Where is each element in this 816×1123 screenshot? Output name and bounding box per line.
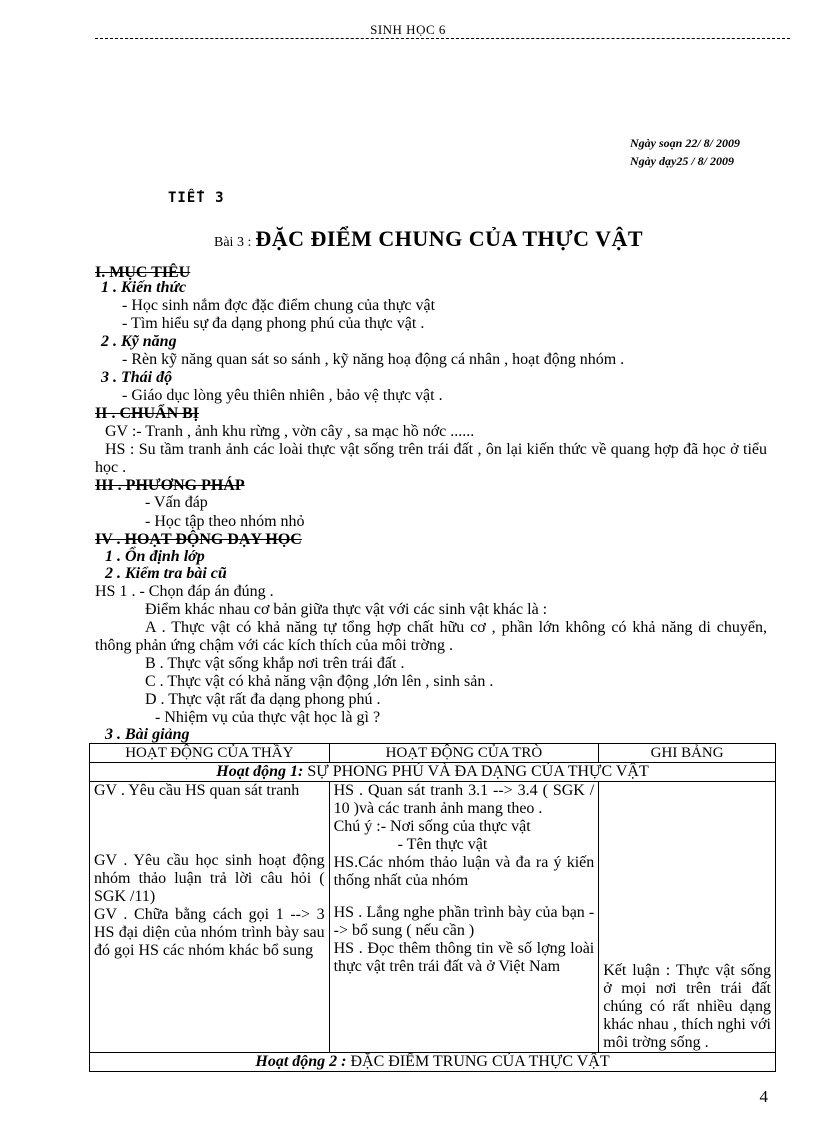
step-old-lesson-check: 2 . Kiểm tra bài cũ [105, 565, 227, 582]
quiz-option-b: B . Thực vật sống khắp nơi trên trái đất . [145, 655, 405, 672]
lesson-title-line [214, 226, 643, 252]
student-step-4: HS . Đọc thêm thông tin về số lợng loài thực vật trên trái đất và ở Việt Nam [333, 940, 595, 975]
teacher-step-1: GV . Yêu cầu HS quan sát tranh [94, 782, 300, 799]
section-method-heading: III . PHƯƠNG PHÁP [95, 477, 245, 494]
activity-2-title: ĐẶC ĐIỂM TRUNG CỦA THỰC VẬT [350, 1053, 610, 1070]
quiz-option-d: D . Thực vật rất đa dạng phong phú . [145, 691, 381, 708]
quiz-question-2: - Nhiệm vụ của thực vật học là gì ? [155, 709, 381, 726]
column-header-student: HOẠT ĐỘNG CỦA TRÒ [329, 744, 599, 763]
activity-1-label: Hoạt động 1: [216, 763, 304, 780]
section-activities-heading: IV . HOẠT ĐỘNG DẠY HỌC [95, 531, 302, 548]
student-note-2: - Tên thực vật [397, 836, 488, 853]
column-header-teacher: HOẠT ĐỘNG CỦA THẦY [90, 744, 330, 763]
preparation-teacher: GV :- Tranh , ảnh khu rừng , vờn cây , sa mạc hồ nớc ...... [105, 423, 475, 440]
activity-1-row [90, 763, 776, 782]
method-item-2: - Học tập theo nhóm nhỏ [145, 513, 305, 530]
quiz-instruction: HS 1 . - Chọn đáp án đúng . [95, 583, 274, 600]
activity-2-row [90, 1053, 776, 1072]
attitude-item-1: - Giáo dục lòng yêu thiên nhiên , bảo vệ thực vật . [122, 387, 443, 404]
knowledge-item-2: - Tìm hiểu sự đa dạng phong phú của thực vật . [122, 315, 425, 332]
quiz-option-c: C . Thực vật có khả năng vận động ,lớn lên , sinh sản . [145, 673, 494, 690]
date-taught: Ngày dạy25 / 8/ 2009 [630, 154, 734, 168]
method-item-1: - Vấn đáp [145, 494, 208, 511]
activity-1-content-row [90, 782, 776, 1053]
quiz-option-a: A . Thực vật có khả năng tự tổng hợp chất hữu cơ , phần lớn không có khả năng di chuyển, thông phản ứng chậm với các kích thích của môi trờng . [95, 619, 767, 654]
lesson-activity-table [89, 743, 776, 1072]
header-divider [95, 38, 790, 39]
table-header-row [90, 744, 776, 763]
activity-2-heading [90, 1053, 776, 1072]
teacher-step-3: GV . Chữa bằng cách gọi 1 --> 3 HS đại diện của nhóm trình bày sau đó gọi HS các nhóm khác bổ sung [94, 906, 325, 959]
section-objectives-heading: I. MỤC TIÊU [95, 264, 191, 281]
board-conclusion: Kết luận : Thực vật sống ở mọi nơi trên trái đất chúng có rất nhiều dạng khác nhau , thích nghi với môi trờng sống . [603, 962, 771, 1051]
column-header-board: GHI BẢNG [599, 744, 776, 763]
student-step-1: HS . Quan sát tranh 3.1 --> 3.4 ( SGK / 10 )và các tranh ảnh mang theo . [333, 782, 595, 817]
knowledge-heading: 1 . Kiến thức [101, 279, 187, 296]
page-number: 4 [759, 1087, 768, 1106]
step-class-order: 1 . Ổn định lớp [105, 548, 205, 565]
quiz-question: Điểm khác nhau cơ bản giữa thực vật với các sinh vật khác là : [145, 601, 548, 618]
activity-1-title: SỰ PHONG PHÚ VÀ ĐA DẠNG CỦA THỰC VẬT [307, 763, 649, 780]
student-activity-cell [329, 782, 599, 1053]
skills-heading: 2 . Kỹ năng [101, 333, 177, 350]
lesson-number: Bài 3 : [214, 235, 252, 250]
step-new-lesson: 3 . Bài giảng [105, 726, 190, 743]
preparation-student: HS : Su tầm tranh ảnh các loài thực vật sống trên trái đất , ôn lại kiến thức về quang hợp đã học ở tiểu học . [95, 441, 767, 476]
activity-1-heading [90, 763, 776, 782]
period-label: TIẾT 3 [168, 190, 225, 206]
attitude-heading: 3 . Thái độ [101, 369, 173, 386]
student-note-1: Chú ý :- Nơi sống của thực vật [333, 818, 531, 835]
date-prepared: Ngày soạn 22/ 8/ 2009 [630, 136, 741, 150]
activity-2-label: Hoạt động 2 : [255, 1053, 347, 1070]
running-header: SINH HỌC 6 [370, 22, 446, 37]
lesson-title: ĐẶC ĐIỂM CHUNG CỦA THỰC VẬT [255, 226, 644, 251]
student-step-2: HS.Các nhóm thảo luận và đa ra ý kiến thống nhất của nhóm [333, 854, 595, 889]
teacher-activity-cell [90, 782, 330, 1053]
student-step-3: HS . Lắng nghe phần trình bày của bạn --> bổ sung ( nếu cần ) [333, 904, 595, 939]
teacher-step-2: GV . Yêu cầu học sinh hoạt động nhóm thảo luận trả lời câu hỏi ( SGK /11) [94, 852, 325, 905]
section-preparation-heading: II . CHUẨN BỊ [95, 405, 200, 422]
knowledge-item-1: - Học sinh nắm đợc đặc điểm chung của thực vật [122, 297, 436, 314]
skills-item-1: - Rèn kỹ năng quan sát so sánh , kỹ năng hoạ động cá nhân , hoạt động nhóm . [122, 351, 625, 368]
board-cell [599, 782, 776, 1053]
